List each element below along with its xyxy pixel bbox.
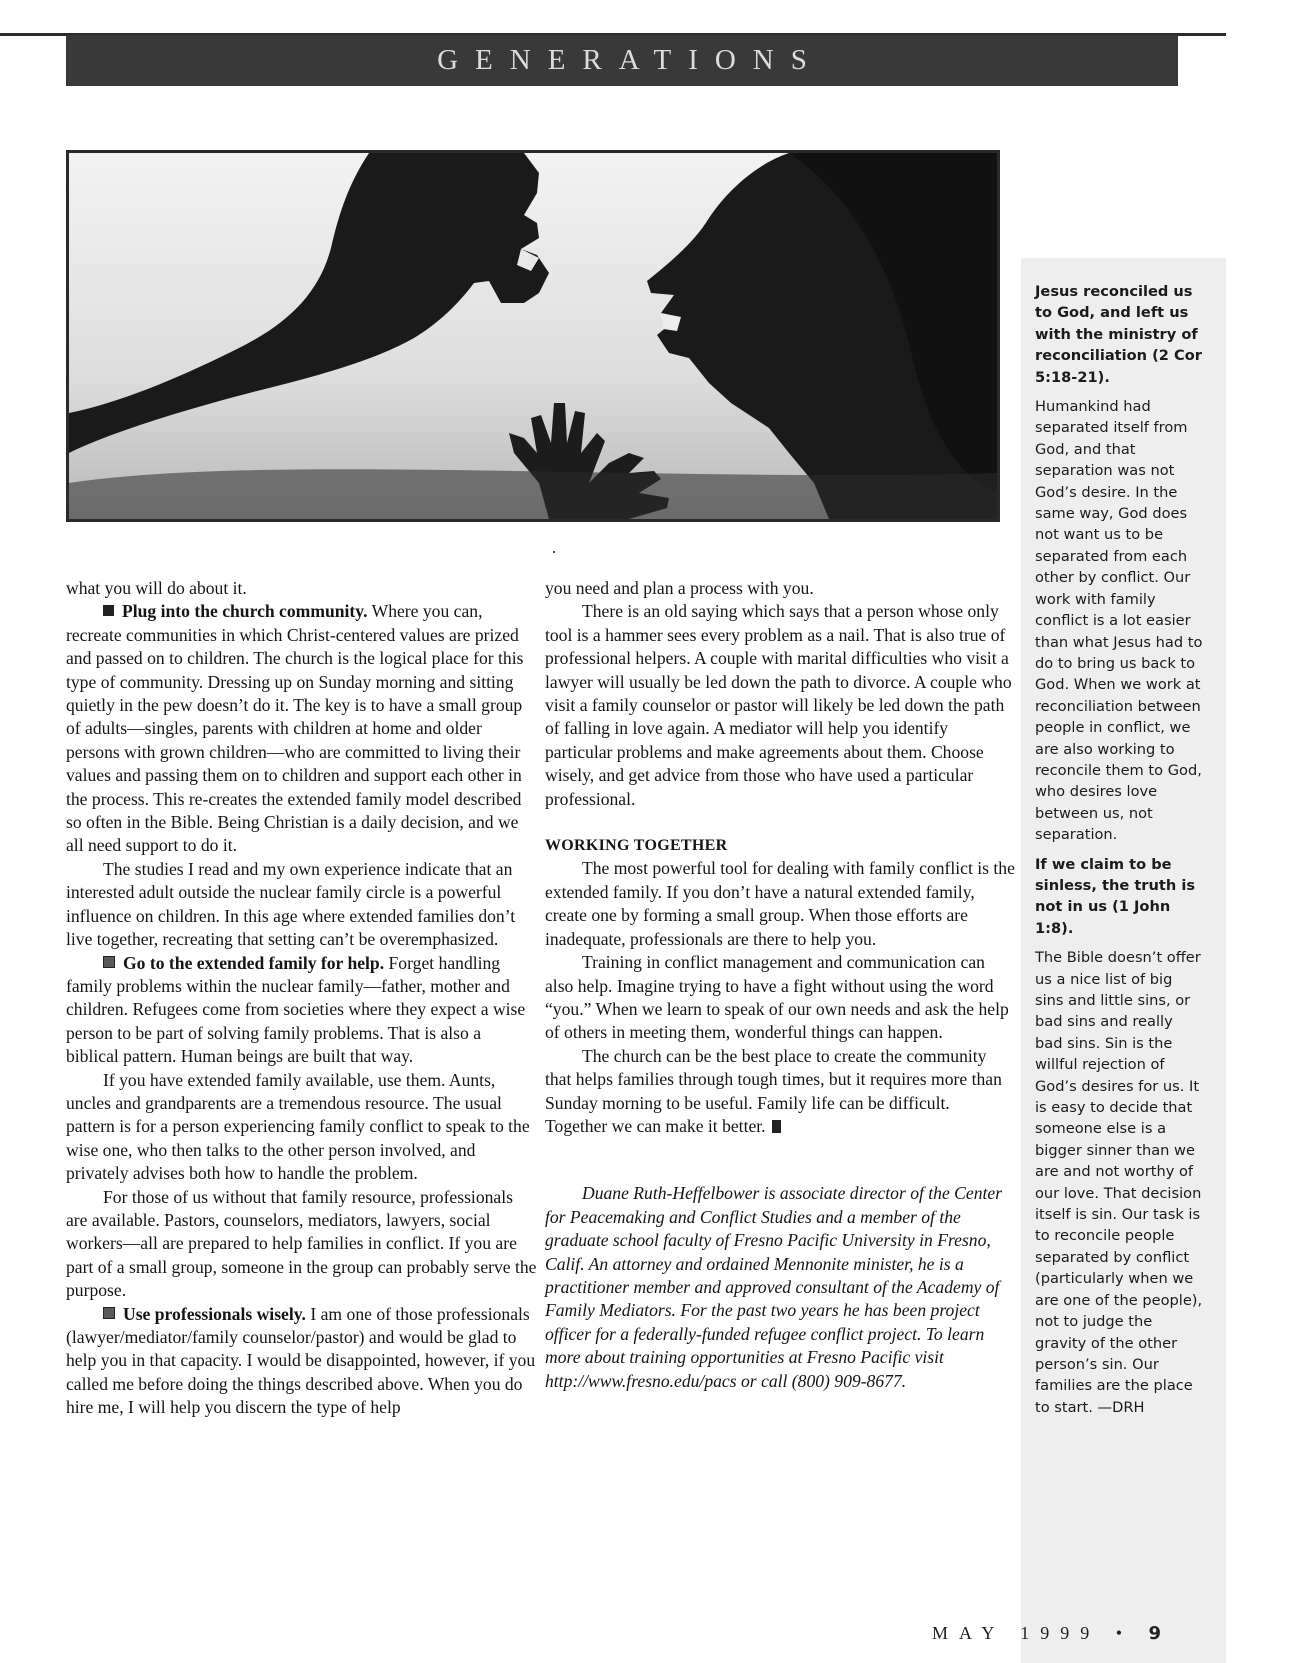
footer-bullet: • xyxy=(1115,1623,1133,1643)
bullet-text: Forget handling family problems within the nuclear family—father, mother and children. Refugees come from societies where they expect a wise person to be part of solving family problems. That is also a biblical pattern. Human beings are built that way. xyxy=(66,952,526,1067)
page-number: 9 xyxy=(1148,1623,1162,1644)
article-column-2 xyxy=(545,577,1015,1393)
paragraph: If you have extended family available, use them. Aunts, uncles and grandparents are a tremendous resource. The usual pattern is for a person experiencing family conflict to speak to the wise one, who then talks to the other person involved, and privately advises both how to handle the problem. xyxy=(66,1069,530,1184)
bullet-paragraph xyxy=(66,952,538,1069)
article-photo xyxy=(66,150,1000,522)
bullet-text: I am one of those professionals (lawyer/mediator/family counselor/pastor) and would be glad to help you in that capacity. I would be disappointed, however, if you called me before doing the things described above. When you do hire me, I will help you discern the type of help xyxy=(66,1303,536,1418)
section-header xyxy=(66,35,1178,86)
bullet-paragraph xyxy=(66,600,538,857)
footer-year: 1999 xyxy=(1020,1623,1101,1643)
paragraph: There is an old saying which says that a person whose only tool is a hammer sees every problem as a nail. That is also true of professional helpers. A couple with marital difficulties who visit a lawyer will usually be led down the path to divorce. A couple who visit a family counselor or pastor will likely be led down the path of falling in love again. A mediator will help you identify particular problems and make agreements about them. Choose wisely, and get advice from those who have used a particular professional. xyxy=(545,601,1012,809)
bullet-square-icon xyxy=(103,1307,115,1319)
page-footer xyxy=(932,1623,1161,1644)
article-column-1 xyxy=(66,577,538,1420)
sidebar-quote-2: If we claim to be sinless, the truth is not in us (1 John 1:8). xyxy=(1035,855,1196,937)
footer-month: MAY xyxy=(932,1623,1005,1643)
paragraph: you need and plan a process with you. xyxy=(545,578,814,598)
sidebar-body-1: Humankind had separated itself from God, and that separation was not God’s desire. In the same way, God does not want us to be separated from each other by conflict. Our work with family conflict is a lot easier than what Jesus had to do to bring us back to God. When we work at reconciliation between people in conflict, we are also working to reconcile them to God, who desires love between us, not separation. xyxy=(1035,398,1203,844)
paragraph: The most powerful tool for dealing with family conflict is the extended family. If you don’t have a natural extended family, create one by forming a small group. When those efforts are inadequate, professionals are there to help you. xyxy=(545,858,1015,949)
sidebar-text xyxy=(1035,281,1203,1426)
sidebar-body-2: The Bible doesn’t offer us a nice list of big sins and little sins, or bad sins and really bad sins. Sin is the willful rejection of God’s desires for us. It is easy to decide that someone else is a bigger sinner than we are and not worthy of our love. That decision itself is sin. Our task is to reconcile people separated by conflict (particularly when we are one of the people), not to judge the gravity of the other person’s sin. Our families are the place to start. —DRH xyxy=(1035,949,1203,1416)
paragraph: Training in conflict management and communication can also help. Imagine trying to have a fight without using the word “you.” When we learn to speak of our own needs and ask the help of others in meeting them, wonderful things can happen. xyxy=(545,952,1009,1043)
bullet-text: Where you can, recreate communities in which Christ-centered values are prized and passed on to children. The church is the logical place for this type of community. Dressing up on Sunday morning and sitting quietly in the pew doesn’t do it. The key is to have a small group of adults—singles, parents with children at home and older persons with grown children—who are committed to living their values and passing them on to children and support each other in the process. This re-creates the extended family model described so often in the Bible. Being Christian is a daily decision, and we all need support to do it. xyxy=(66,601,524,856)
closing-text: The church can be the best place to create the community that helps families through tough times, but it requires more than Sunday morning to be useful. Family life can be difficult. Together we can make it better. xyxy=(545,1045,1002,1136)
bullet-square-icon xyxy=(103,956,115,968)
bullet-square-icon xyxy=(103,605,114,616)
bullet-lead: Plug into the church community. xyxy=(122,601,368,622)
section-title: GENERATIONS xyxy=(437,44,824,76)
author-bio: Duane Ruth-Heffelbower is associate director of the Center for Peacemaking and Conflict Studies and a member of the graduate school faculty of Fresno Pacific University in Fresno, Calif. An attorney and ordained Mennonite minister, he is a practitioner member and approved consultant of the Academy of Family Mediators. For the past two years he has been project officer for a federally-funded refugee conflict project. To learn more about training opportunities at Fresno Pacific visit http://www.fresno.edu/pacs or call (800) 909-8677. xyxy=(545,1183,1003,1391)
section-subhead: WORKING TOGETHER xyxy=(545,837,728,855)
silhouette-illustration xyxy=(69,153,997,519)
paragraph: what you will do about it. xyxy=(66,578,247,598)
sidebar-quote-1: Jesus reconciled us to God, and left us with the ministry of reconciliation (2 Cor 5:18-21). xyxy=(1035,283,1202,386)
stray-dot xyxy=(553,551,555,553)
paragraph: The studies I read and my own experience indicate that an interested adult outside the nuclear family circle is a powerful influence on children. In this age where extended families don’t live together, recreating that setting can’t be overemphasized. xyxy=(66,858,516,950)
bullet-paragraph xyxy=(66,1303,538,1420)
end-mark-icon xyxy=(772,1120,781,1133)
paragraph xyxy=(545,1045,1015,1139)
paragraph: For those of us without that family resource, professionals are available. Pastors, counselors, mediators, lawyers, social workers—all are prepared to help families in conflict. If you are part of a small group, someone in the group can probably serve the purpose. xyxy=(66,1186,537,1301)
bullet-lead: Use professionals wisely. xyxy=(123,1303,306,1324)
bullet-lead: Go to the extended family for help. xyxy=(123,952,385,973)
